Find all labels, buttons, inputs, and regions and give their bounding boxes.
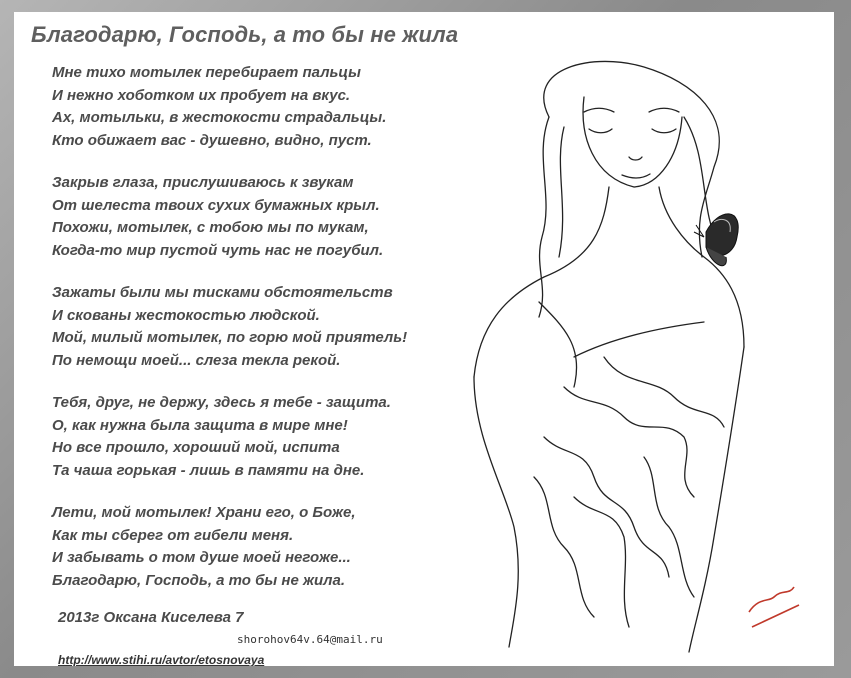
artist-signature-mark (749, 587, 799, 627)
poem-line: Но все прошло, хороший мой, испита (52, 439, 340, 456)
poem-sheet (14, 12, 834, 666)
eyebrow-right (649, 108, 679, 112)
poem-line: Как ты сберег от гибели меня. (52, 526, 294, 544)
poem-line: Лети, мой мотылек! Храни его, о Боже, (52, 504, 356, 521)
author-url-link[interactable]: http://www.stihi.ru/avtor/etosnovaya (58, 653, 265, 666)
lace-pattern (604, 357, 724, 427)
poem-line: По немощи моей... слеза текла рекой. (52, 351, 341, 369)
author-signature: 2013г Оксана Киселева 7 (58, 609, 244, 626)
hair-left-strand (539, 117, 549, 317)
poem-line: И нежно хоботком их пробует на вкус. (52, 86, 351, 104)
lace-pattern (564, 387, 694, 497)
poem-line: И скованы жестокостью людской. (52, 306, 320, 324)
eye-right (652, 129, 676, 133)
nose (629, 157, 642, 160)
stanza-3 (52, 282, 472, 372)
poem-line: Благодарю, Господь, а то бы не жила. (52, 571, 346, 589)
dress-neckline (574, 322, 704, 357)
poem-line: Мне тихо мотылек перебирает пальцы (52, 64, 361, 81)
face-contour (583, 97, 682, 187)
poem-line: От шелеста твоих сухих бумажных крыл. (52, 196, 380, 214)
poem-line: Похожи, мотылек, с тобою мы по мукам, (52, 219, 369, 236)
poem-line: Когда-то мир пустой чуть нас не погубил. (52, 241, 384, 259)
stanza-1 (52, 62, 472, 152)
body-right (689, 347, 744, 652)
lace-pattern (574, 497, 629, 627)
poem-title: Благодарю, Господь, а то бы не жила (31, 22, 459, 47)
poem-line: Мой, милый мотылек, по горю мой приятель! (52, 329, 408, 346)
hair-strand (559, 127, 564, 257)
stanza-5 (52, 502, 472, 592)
poem-line: Та чаша горькая - лишь в памяти на дне. (52, 461, 365, 479)
woman-butterfly-illustration (444, 57, 834, 657)
poem-line: Зажаты были мы тисками обстоятельств (52, 284, 393, 301)
poem-line: О, как нужна была защита в мире мне! (52, 416, 348, 434)
lace-pattern (534, 477, 594, 617)
eyebrow-left (584, 108, 614, 112)
poem-line: Ах, мотыльки, в жестокости страдальцы. (52, 109, 387, 126)
stanza-2 (52, 172, 472, 262)
eye-left (589, 129, 612, 133)
poem-line: Тебя, друг, не держу, здесь я тебе - защита. (52, 394, 391, 411)
stanza-4 (52, 392, 472, 482)
lace-pattern (544, 437, 669, 577)
poem-body (52, 62, 472, 612)
poem-line: И забывать о том душе моей негоже... (52, 549, 351, 566)
body-left (474, 377, 518, 647)
mouth (622, 174, 650, 178)
email-address: shorohov64v.64@mail.ru (237, 633, 383, 646)
poem-line: Закрыв глаза, прислушиваюсь к звукам (52, 174, 354, 191)
poem-line: Кто обижает вас - душевно, видно, пуст. (52, 131, 372, 149)
butterfly-icon (694, 214, 738, 266)
collar-line (539, 302, 577, 387)
